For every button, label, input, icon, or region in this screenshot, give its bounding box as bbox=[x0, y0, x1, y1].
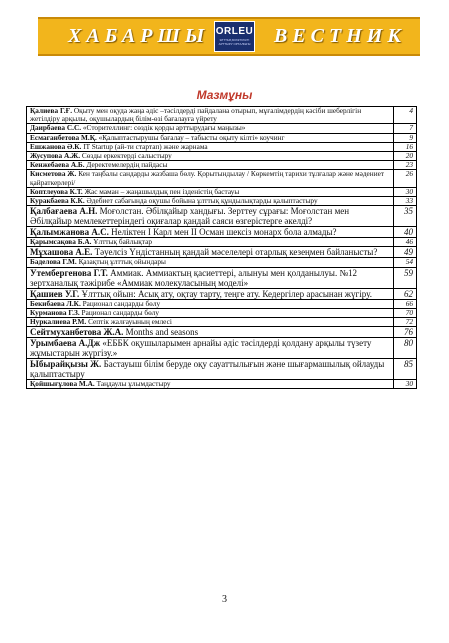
toc-page-number: 72 bbox=[394, 318, 417, 327]
toc-page-number: 9 bbox=[394, 133, 417, 142]
toc-entry-text bbox=[27, 267, 394, 288]
toc-author: Мұхашова А.Е. bbox=[30, 247, 93, 258]
toc-page-number: 16 bbox=[394, 142, 417, 151]
toc-page-number: 70 bbox=[394, 308, 417, 317]
toc-page-number: 80 bbox=[394, 338, 417, 359]
toc-row[interactable] bbox=[27, 247, 417, 258]
toc-author: Есмаганбетова М.Қ. bbox=[30, 132, 97, 142]
contents-title: Мазмұны bbox=[196, 88, 253, 102]
toc-author: Қойшығұлова М.А. bbox=[30, 379, 95, 389]
toc-author: Қалымжанова А.С. bbox=[30, 227, 109, 238]
toc-page-number: 4 bbox=[394, 107, 417, 124]
toc-page-number: 40 bbox=[394, 227, 417, 238]
toc-author: Урымбаева А.Дж bbox=[30, 338, 101, 349]
toc-page-number: 62 bbox=[394, 288, 417, 299]
toc-entry-text bbox=[27, 227, 394, 238]
toc-author: Бекибаева Л.К. bbox=[30, 298, 81, 308]
toc-entry-text bbox=[27, 288, 394, 299]
toc-page-number: 26 bbox=[394, 170, 417, 187]
toc-page-number: 59 bbox=[394, 267, 417, 288]
toc-title: Оқыту мен оқуда жаңа әдіс –тәсілдерді пайдалана отырып, мұғалімдердің кәсіби шеберлігін жетілдіру арқылы, оқушылардың білім-өзі бағалауға үйрету bbox=[30, 106, 362, 124]
toc-row[interactable] bbox=[27, 318, 417, 327]
toc-row[interactable] bbox=[27, 359, 417, 380]
toc-title: Нелiктен I Карл мен II Осман шексiз монарх бола алмады? bbox=[111, 227, 337, 238]
toc-page-number: 30 bbox=[394, 187, 417, 196]
toc-page-number: 49 bbox=[394, 247, 417, 258]
toc-entry-text bbox=[27, 327, 394, 338]
toc-title: Деректемелердің пайдасы bbox=[86, 160, 168, 170]
toc-title: Тәуелсіз Үндістанның қандай мәселелері отарлық кезеңмен байланысты? bbox=[94, 247, 378, 258]
toc-page-number: 23 bbox=[394, 161, 417, 170]
toc-row[interactable] bbox=[27, 288, 417, 299]
toc-title: Ұлттық байлықтар bbox=[93, 237, 152, 247]
toc-row[interactable] bbox=[27, 107, 417, 124]
toc-entry-text bbox=[27, 338, 394, 359]
toc-title: «Қалыптастырушы бағалау – табысты оқыту кілті» коучинг bbox=[98, 132, 285, 142]
banner-right-word: ВЕСТНИК bbox=[274, 25, 406, 47]
toc-author: Кисметова Ж. bbox=[30, 169, 77, 179]
toc-title: Ұлттық ойын: Асық ату, оқтау тарту, теңге ату. Кедергілер арасынан жүгіру. bbox=[81, 288, 372, 299]
toc-author: Қашиев У.Г. bbox=[30, 288, 80, 299]
toc-title: Моғолстан. Әбілқайыр хандығы. Зерттеу сұрағы: Моғолстан мен Әбілқайыр мемлекеттеріндегі оқиғалар қандай саяси өзгерістерге әкелді? bbox=[30, 206, 350, 227]
toc-author: Баделова Г.М. bbox=[30, 257, 77, 267]
toc-title: Жас маман – жаңашылдық пен ізденістің бастауы bbox=[84, 186, 240, 196]
toc-author: Сейтмуханбетова Ж.А. bbox=[30, 327, 124, 338]
toc-row[interactable] bbox=[27, 338, 417, 359]
toc-entry-text bbox=[27, 170, 394, 187]
toc-author: Қалбағаева А.Н. bbox=[30, 206, 98, 217]
toc-title: Рационал сандарды бөлу bbox=[81, 307, 160, 317]
toc-author: Қалиева Г.Ғ. bbox=[30, 106, 73, 115]
toc-title: Months and seasons bbox=[125, 327, 199, 338]
toc-title: Аммиак. Аммиактың қасиеттері, алынуы мен қолданылуы. №12 зертханалық тәжірибе «Аммиак молекуласының моделі» bbox=[30, 267, 358, 288]
toc-author: Куракбаева К.К. bbox=[30, 196, 85, 206]
logo-subtext: ҰЛТТЫҚ БІЛІКТІЛІКТІ АРТТЫРУ ОРТАЛЫҒЫ bbox=[218, 38, 251, 46]
toc-page-number: 85 bbox=[394, 359, 417, 380]
toc-author: Жусупова А.Ж. bbox=[30, 151, 81, 161]
toc-page-number: 35 bbox=[394, 206, 417, 227]
toc-entry-text bbox=[27, 258, 394, 267]
toc-author: Ешжанова Ә.К. bbox=[30, 141, 82, 151]
toc-page-number: 54 bbox=[394, 258, 417, 267]
toc-title: Бастауыш білім беруде оқу сауаттылығын және шығармашылық ойлауды қалыптастыру bbox=[30, 359, 385, 380]
toc-row[interactable] bbox=[27, 238, 417, 247]
toc-author: Даирбаева С.С. bbox=[30, 123, 82, 133]
toc-author: Кенжебаева А.Б. bbox=[30, 160, 85, 170]
toc-row[interactable] bbox=[27, 267, 417, 288]
toc-page-number: 46 bbox=[394, 238, 417, 247]
toc-entry-text bbox=[27, 133, 394, 142]
page-number: 3 bbox=[222, 594, 227, 605]
toc-author: Ыбырайқызы Ж. bbox=[30, 359, 102, 370]
toc-title: Әдебиет сабағында оқушы бойына ұлттық құндылықтарды қалыптастыру bbox=[86, 196, 318, 206]
toc-title: Кен таңбалы сандарды жазбаша бөлу. Қорытындылау / Көркемтің тарихи тұлғалар және мәдениет қайраткерлері/ bbox=[30, 169, 385, 187]
toc-row[interactable] bbox=[27, 227, 417, 238]
journal-banner bbox=[38, 17, 420, 56]
toc-entry-text bbox=[27, 247, 394, 258]
toc-author: Утембергенова Г.Т. bbox=[30, 267, 108, 278]
toc-page-number: 30 bbox=[394, 380, 417, 389]
toc-page-number: 76 bbox=[394, 327, 417, 338]
toc-row[interactable] bbox=[27, 206, 417, 227]
toc-title: IT Startup (ай-ти стартап) және жарнама bbox=[83, 141, 208, 151]
toc-page-number: 33 bbox=[394, 197, 417, 206]
toc-title: Сөзды еркектерді салыстыру bbox=[81, 151, 172, 161]
toc-title: Таңдаулы ұлымдастыру bbox=[96, 379, 171, 389]
toc-page-number: 20 bbox=[394, 152, 417, 161]
toc-entry-text bbox=[27, 318, 394, 327]
toc-entry-text bbox=[27, 380, 394, 389]
toc-title: «ЕББК оқушыларымен арнайы әдіс тәсілдерді қолдану арқылы түзету жұмыстарын жүргізу.» bbox=[30, 338, 372, 359]
toc-row[interactable] bbox=[27, 327, 417, 338]
toc-title: Қазақтың ұлттық ойындары bbox=[78, 257, 166, 267]
toc-entry-text bbox=[27, 206, 394, 227]
toc-page-number: 66 bbox=[394, 299, 417, 308]
orleu-logo bbox=[214, 21, 255, 52]
banner-left-word: ХАБАРШЫ bbox=[68, 25, 210, 47]
toc-row[interactable] bbox=[27, 380, 417, 389]
toc-entry-text bbox=[27, 359, 394, 380]
toc-row[interactable] bbox=[27, 170, 417, 187]
toc-author: Нуркалиева Р.М. bbox=[30, 317, 87, 327]
toc-entry-text bbox=[27, 238, 394, 247]
toc-title: Рационал сандарды бөлу bbox=[82, 298, 161, 308]
contents-table bbox=[26, 106, 417, 389]
toc-entry-text bbox=[27, 107, 394, 124]
logo-text: ORLEU bbox=[215, 26, 254, 37]
toc-author: Курманова Г.З. bbox=[30, 307, 80, 317]
toc-page-number: 7 bbox=[394, 124, 417, 133]
toc-title: Септік жалғауының емлесі bbox=[88, 317, 172, 327]
toc-row[interactable] bbox=[27, 258, 417, 267]
toc-title: «Сторителлинг: сөздік қорды арттырудағы маңызы» bbox=[82, 123, 246, 133]
toc-author: Қарымсақова Б.А. bbox=[30, 237, 92, 247]
toc-entry-text bbox=[27, 197, 394, 206]
toc-row[interactable] bbox=[27, 197, 417, 206]
toc-author: Коптлеуова К.Т. bbox=[30, 186, 83, 196]
